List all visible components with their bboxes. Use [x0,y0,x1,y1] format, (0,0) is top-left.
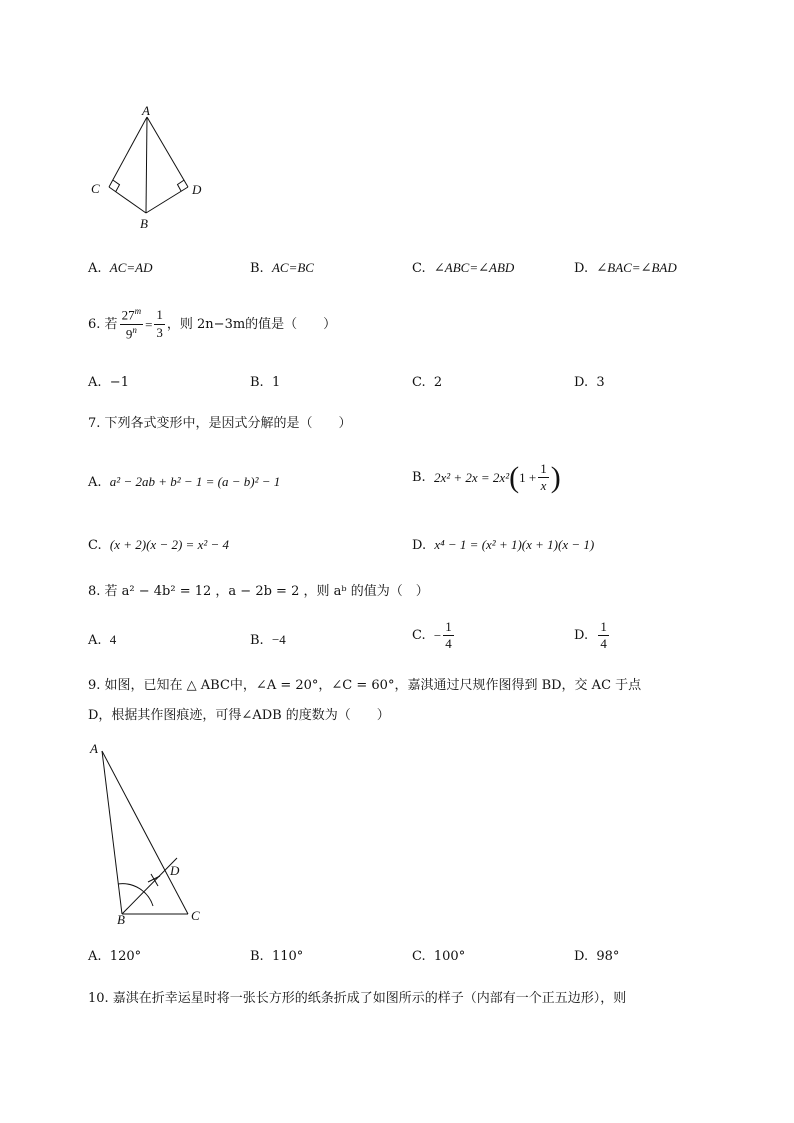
q7-option-a[interactable]: A. a² − 2ab + b² − 1 = (a − b)² − 1 [88,474,281,490]
kite-edge-db [146,187,188,213]
q8-option-c[interactable]: C. − $\frac{1}{4}$ [412,619,452,652]
q8-d-fraction: $\frac{1}{4}$ [600,619,607,652]
q7-option-c[interactable]: C. (x + 2)(x − 2) = x² − 4 [88,537,230,553]
q6-option-a[interactable]: A. −1 [88,375,129,390]
label-c: C [91,181,100,196]
figure-kite [80,100,220,235]
kite-edge-ac [109,117,147,187]
q8-c-fraction: $\frac{1}{4}$ [445,619,452,652]
q7-option-b[interactable]: B. 2x² + 2x = 2x² ( 1 + $\frac{1}{x}$ ) [412,460,561,494]
label-b: B [140,216,148,231]
label-d: D [192,182,202,197]
q5-option-d[interactable]: D. ∠BAC=∠BAD [574,260,677,276]
kite-edge-ab [146,117,147,213]
kite-edge-cb [109,187,146,213]
q8-option-d[interactable]: D. $\frac{1}{4}$ [574,619,607,652]
q5-option-b[interactable]: B. AC=BC [250,260,314,276]
q5-option-c[interactable]: C. ∠ABC=∠ABD [412,260,515,276]
figure-triangle [85,740,215,930]
q9-stem-line1: 9. 如图，已知在 △ ABC中，∠A = 20°，∠C = 60°，嘉淇通过尺规作图得到 BD，交 AC 于点 [88,678,642,693]
tri-label-d: D [170,863,180,878]
q6-stem: 6. 若 $\frac{27^m}{9^n}$ = $\frac{1}{3}$ ，则 2n−3m的值是（ ） [88,306,337,341]
q6-fraction: $\frac{27^m}{9^n}$ [121,306,142,341]
q9-option-c[interactable]: C. 100° [412,949,466,964]
q7-stem: 7. 下列各式变形中，是因式分解的是（ ） [88,416,352,431]
q5-option-a[interactable]: A. AC=AD [88,260,153,276]
tri-label-c: C [191,908,200,923]
q9-option-b[interactable]: B. 110° [250,949,304,964]
kite-edge-ad [147,117,188,187]
q6-option-c[interactable]: C. 2 [412,375,443,390]
q7-b-fraction: $\frac{1}{x}$ [540,461,547,494]
q8-stem: 8. 若 a² − 4b² = 12 ，a − 2b = 2 ，则 aᵇ 的值为（ ） [88,584,429,599]
q10-stem: 10. 嘉淇在折幸运星时将一张长方形的纸条折成了如图所示的样子（内部有一个正五边形），则 [88,991,627,1006]
tri-label-a: A [90,741,98,756]
tri-edge-ab [102,751,122,914]
tri-edge-ac [102,751,188,914]
q8-option-a[interactable]: A. 4 [88,632,117,648]
q7-option-d[interactable]: D. x⁴ − 1 = (x² + 1)(x + 1)(x − 1) [412,537,595,553]
tri-label-b: B [117,912,125,927]
q6-option-b[interactable]: B. 1 [250,375,281,390]
construction-arc-b [118,884,153,906]
bisector-bd [122,858,177,914]
q9-option-d[interactable]: D. 98° [574,949,620,964]
q9-stem-line2: D，根据其作图痕迹，可得∠ADB 的度数为（ ） [88,708,390,723]
q6-rhs-fraction: $\frac{1}{3}$ [156,307,163,340]
q6-option-d[interactable]: D. 3 [574,375,605,390]
q8-option-b[interactable]: B. −4 [250,632,286,648]
q9-option-a[interactable]: A. 120° [88,949,142,964]
label-a: A [142,103,150,118]
